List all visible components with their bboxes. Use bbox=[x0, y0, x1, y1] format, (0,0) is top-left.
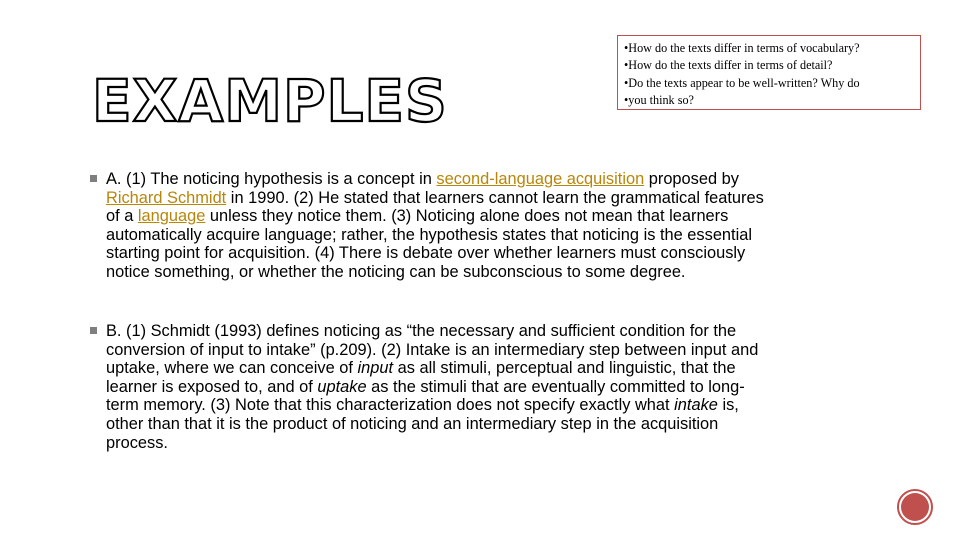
bullet-icon bbox=[90, 327, 97, 334]
text-line: automatically acquire language; rather, the hypothesis states that noticing is the essential bbox=[106, 225, 752, 244]
text-run: unless they notice them. (3) Noticing alone does not mean that learners bbox=[205, 207, 729, 226]
text-run: A. (1) The noticing hypothesis is a concept in bbox=[106, 170, 437, 188]
question-item: •How do the texts differ in terms of detail? bbox=[624, 58, 833, 73]
text-line: notice something, or whether the noticing can be subconscious to some degree. bbox=[106, 262, 686, 281]
text-run: term memory. (3) Note that this characterization does not specify exactly what bbox=[106, 396, 675, 415]
slide-title: EXAMPLES bbox=[92, 67, 448, 135]
text-line bbox=[106, 359, 880, 378]
link-language[interactable]: language bbox=[137, 207, 206, 226]
text-run: in 1990. (2) He stated that learners cannot learn the grammatical features bbox=[226, 188, 764, 207]
text-run: as all stimuli, perceptual and linguistic, that the bbox=[393, 359, 736, 378]
paragraph-a bbox=[90, 170, 880, 282]
paragraph-a-text bbox=[106, 170, 880, 282]
text-run: is, bbox=[717, 396, 739, 415]
text-line bbox=[106, 189, 880, 208]
text-line: other than that it is the product of noticing and an intermediary step in the acquisition bbox=[106, 414, 719, 433]
question-item: •Do the texts appear to be well-written? Why do bbox=[624, 75, 860, 90]
link-second-language-acquisition[interactable]: second-language acquisition bbox=[436, 170, 645, 188]
page-number-badge bbox=[897, 489, 933, 525]
text-line: B. (1) Schmidt (1993) defines noticing as “the necessary and sufficient condition for the bbox=[106, 322, 737, 340]
text-run: learner is exposed to, and of bbox=[106, 377, 318, 396]
text-line: conversion of input to intake” (p.209). (2) Intake is an intermediary step between input and bbox=[106, 340, 759, 359]
text-run: proposed by bbox=[644, 170, 739, 188]
text-line: starting point for acquisition. (4) There is debate over whether learners must consciously bbox=[106, 244, 746, 263]
text-run: as the stimuli that are eventually committed to long- bbox=[366, 377, 745, 396]
paragraph-b bbox=[90, 322, 880, 452]
question-item: •How do the texts differ in terms of vocabulary? bbox=[624, 41, 860, 55]
text-run: of a bbox=[106, 207, 138, 226]
question-item: •you think so? bbox=[624, 93, 694, 108]
link-richard-schmidt[interactable]: Richard Schmidt bbox=[106, 188, 227, 207]
page-number-circle-icon bbox=[901, 493, 929, 521]
emphasis-input: input bbox=[357, 359, 394, 378]
paragraph-b-text bbox=[106, 322, 880, 452]
text-run: uptake, where we can conceive of bbox=[106, 359, 358, 378]
text-line bbox=[106, 170, 880, 189]
text-line bbox=[106, 378, 880, 397]
questions-box bbox=[617, 35, 921, 110]
text-line bbox=[106, 396, 880, 415]
text-line: process. bbox=[106, 433, 168, 452]
emphasis-uptake: uptake bbox=[317, 377, 367, 396]
emphasis-intake: intake bbox=[674, 396, 718, 415]
text-line bbox=[106, 207, 880, 226]
bullet-icon bbox=[90, 175, 97, 182]
